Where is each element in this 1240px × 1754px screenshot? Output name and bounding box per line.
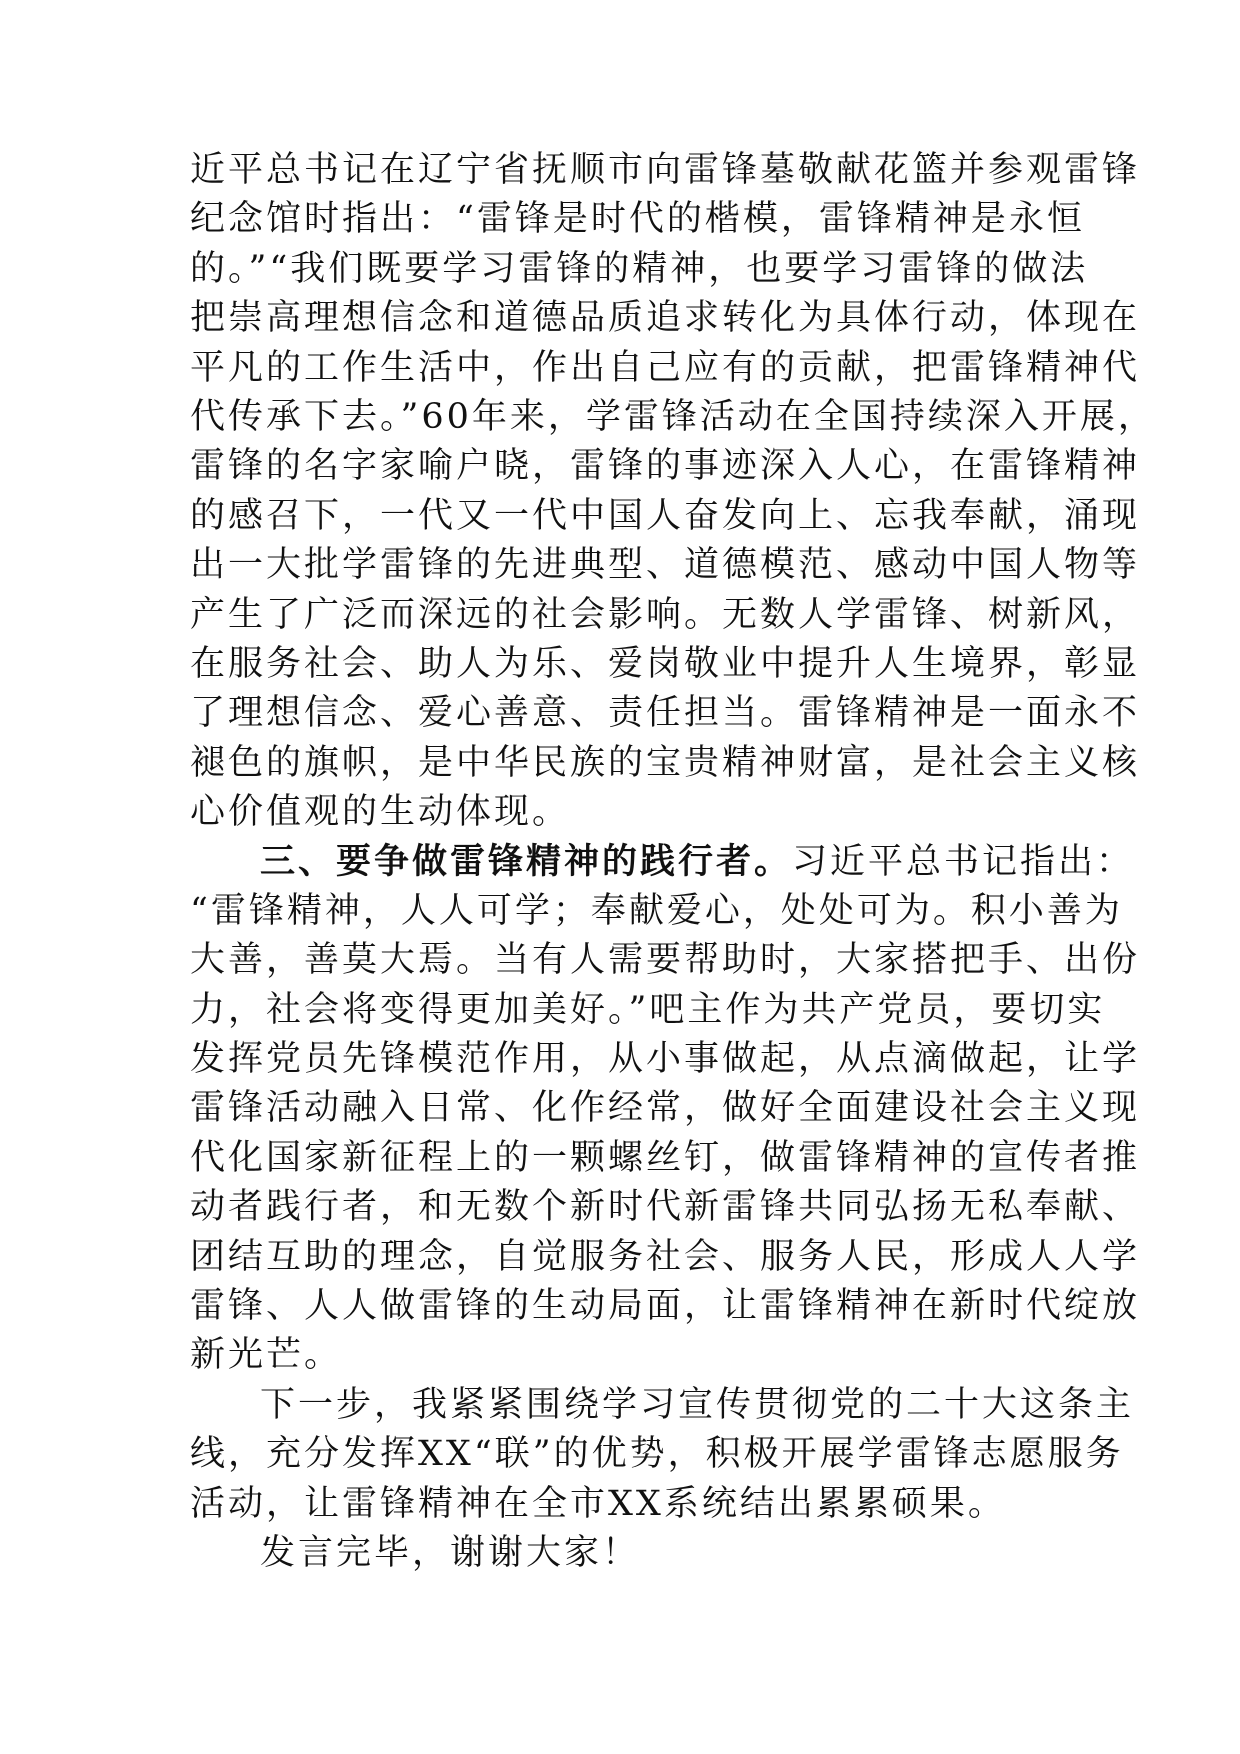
- text-line: 线，充分发挥XX“联”的优势，积极开展学雷锋志愿服务: [190, 1434, 1124, 1475]
- text-line: 的感召下，一代又一代中国人奋发向上、忘我奉献，涌现: [190, 495, 1141, 536]
- section-heading: 三、要争做雷锋精神的践行者。: [260, 841, 793, 883]
- text-line: 平凡的工作生活中，作出自己应有的贡献，把雷锋精神代: [190, 347, 1141, 388]
- text-line: 大善，善莫大焉。当有人需要帮助时，大家搭把手、出份: [190, 940, 1141, 981]
- text-line: 雷锋、人人做雷锋的生动局面，让雷锋精神在新时代绽放: [190, 1285, 1141, 1326]
- text-line: 的。”“我们既要学习雷锋的精神，也要学习雷锋的做法: [190, 248, 1089, 289]
- text-line: 发挥党员先锋模范作用，从小事做起，从点滴做起，让学: [190, 1039, 1141, 1080]
- text-line: 近平总书记在辽宁省抚顺市向雷锋墓敬献花篮并参观雷锋: [190, 150, 1141, 190]
- text-line: 雷锋的名字家喻户晓，雷锋的事迹深入人心，在雷锋精神: [190, 446, 1141, 487]
- text-line: 团结互助的理念，自觉服务社会、服务人民，形成人人学: [190, 1236, 1141, 1277]
- text-line: 活动，让雷锋精神在全市XX系统结出累累硕果。: [190, 1483, 1006, 1524]
- text-line: 心价值观的生动体现。: [190, 792, 571, 833]
- closing-line: 发言完毕，谢谢大家！: [260, 1532, 641, 1573]
- text-line: 雷锋活动融入日常、化作经常，做好全面建设社会主义现: [190, 1088, 1141, 1129]
- text-line: 代传承下去。”60年来，学雷锋活动在全国持续深入开展，: [190, 396, 1156, 437]
- text-line: 褪色的旗帜，是中华民族的宝贵精神财富，是社会主义核: [190, 742, 1141, 783]
- text-line: 出一大批学雷锋的先进典型、道德模范、感动中国人物等: [190, 545, 1141, 586]
- paragraph-3: [190, 1381, 1135, 1529]
- text-line: 动者践行者，和无数个新时代新雷锋共同弘扬无私奉献、: [190, 1187, 1141, 1228]
- heading-line-rest: 习近平总书记指出：: [792, 842, 1135, 883]
- text-line: 纪念馆时指出：“雷锋是时代的楷模，雷锋精神是永恒: [190, 199, 1085, 240]
- paragraph-4: [190, 1529, 1070, 1578]
- text-line: 下一步，我紧紧围绕学习宣传贯彻党的二十大这条主: [260, 1384, 1135, 1425]
- text-line: 产生了广泛而深远的社会影响。无数人学雷锋、树新风，: [190, 594, 1141, 635]
- text-line: 把崇高理想信念和道德品质追求转化为具体行动，体现在: [190, 298, 1141, 339]
- text-line: 力，社会将变得更加美好。”吧主作为共产党员，要切实: [190, 989, 1106, 1030]
- text-line: 新光芒。: [190, 1335, 343, 1376]
- text-line: “雷锋精神，人人可学；奉献爱心，处处可为。积小善为: [190, 890, 1123, 931]
- text-line: 代化国家新征程上的一颗螺丝钉，做雷锋精神的宣传者推: [190, 1137, 1141, 1178]
- document-body: [190, 146, 1156, 1578]
- text-line: 了理想信念、爱心善意、责任担当。雷锋精神是一面永不: [190, 693, 1141, 734]
- text-line: 在服务社会、助人为乐、爱岗敬业中提升人生境界，彰显: [190, 643, 1141, 684]
- text-line: [190, 837, 1135, 886]
- paragraph-2: [190, 837, 1141, 1380]
- paragraph-1: [190, 146, 1156, 837]
